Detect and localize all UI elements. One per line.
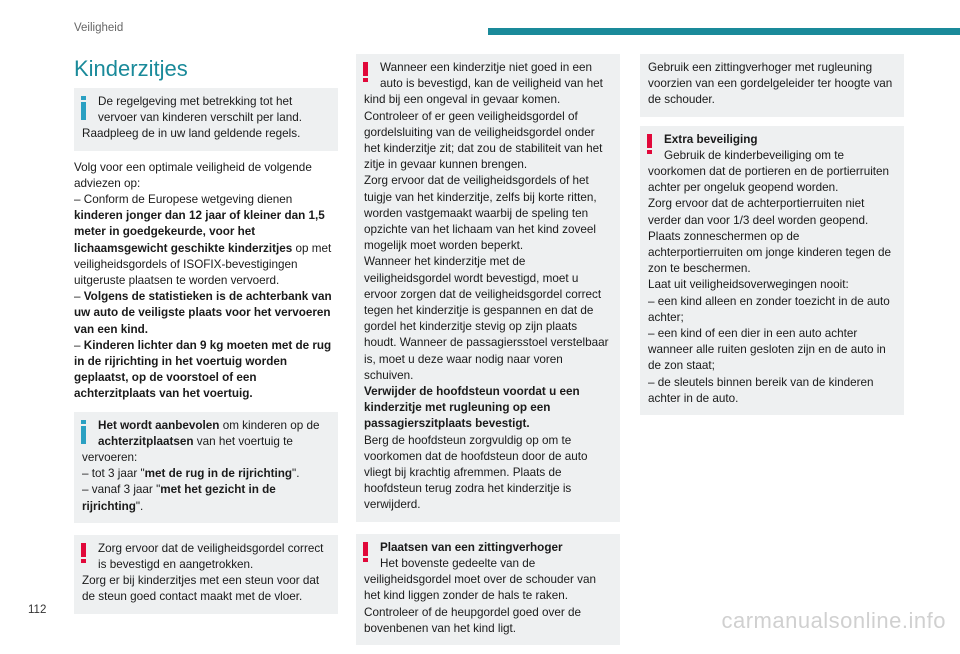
warning-box-installation (356, 54, 620, 522)
box-paragraph: Verwijder de hoofdsteun voordat u een kinderzitje met rugleuning op een passagierszitplaats bevestigt. (364, 385, 580, 431)
box-heading: Extra beveiliging (664, 132, 758, 146)
warning-icon (362, 542, 370, 562)
list-item: – een kind of een dier in een auto achter wanneer alle ruiten gesloten zijn en de auto in de zon staat; (648, 327, 886, 373)
header-accent-bar (488, 28, 960, 35)
box-line: vervoer van kinderen verschilt per land. (98, 111, 302, 125)
list-item: – vanaf 3 jaar "met het gezicht in de rijrichting". (82, 483, 276, 513)
warning-icon (80, 543, 88, 563)
box-paragraph: Wanneer het kinderzitje met de veiligheidsgordel wordt bevestigd, moet u ervoor zorgen dat de veiligheidsgordel correct tegen het kinderzitje is gespannen en dat de gordel het kinderzitje stevig op zijn plaats houdt. Wanneer de passagiersstoel verstelbaar is, moet u deze waar nodig naar voren schuiven. (364, 255, 609, 382)
box-line: Het bovenste gedeelte van de (380, 556, 536, 570)
box-paragraph: Zorg ervoor dat de veiligheidsgordels of het tuigje van het kinderzitje, zelfs bij korte ritten, worden vastgemaakt waarbij de speling ten opzichte van het lichaam van het kind zoveel mogelijk moet worden beperkt. (364, 174, 597, 253)
warning-icon (646, 134, 654, 154)
box-paragraph: Plaats zonneschermen op de achterportierruiten om jonge kinderen tegen de zon te beschermen. (648, 229, 891, 276)
box-line: auto is bevestigd, kan de veiligheid van het (380, 77, 603, 91)
list-item: – tot 3 jaar "met de rug in de rijrichting". (82, 467, 300, 481)
box-line: De regelgeving met betrekking tot het (98, 95, 293, 108)
box-paragraph: Gebruik een zittingverhoger met rugleuning voorzien van een gordelgeleider ter hoogte van de schouder. (648, 61, 893, 107)
column-1 (74, 88, 338, 623)
box-paragraph: veiligheidsgordel moet over de schouder van het kind liggen zonder de hals te raken. (364, 573, 596, 603)
box-line: Zorg ervoor dat de veiligheidsgordel correct (98, 541, 324, 555)
info-box-regulations (74, 88, 338, 151)
bullet-item: – Volgens de statistieken is de achterbank van uw auto de veiligste plaats voor het vervoeren van een kind. (74, 290, 332, 336)
column-2 (356, 54, 620, 654)
box-paragraph: voorkomen dat de portieren en de portierruiten achter per ongeluk geopend worden. (648, 165, 890, 195)
warning-box-booster (356, 534, 620, 645)
box-paragraph: Controleer of de heupgordel goed over de bovenbenen van het kind ligt. (364, 605, 582, 635)
box-line: vervoeren: (82, 451, 138, 465)
warning-box-seatbelt (74, 535, 338, 614)
page-number: 112 (28, 604, 47, 616)
section-title: Veiligheid (74, 22, 124, 34)
intro-text: Volg voor een optimale veiligheid de volgende adviezen op: (74, 160, 312, 190)
list-item: – de sleutels binnen bereik van de kinderen achter in de auto. (648, 375, 874, 405)
warning-box-extra-security (640, 126, 904, 415)
box-line: achterzitplaatsen van het voertuig te (98, 434, 293, 448)
box-paragraph: kind bij een ongeval in gevaar komen. (364, 93, 561, 107)
list-item: – een kind alleen en zonder toezicht in de auto achter; (648, 294, 890, 324)
warning-icon (362, 62, 370, 82)
info-icon (81, 420, 86, 444)
page-title: Kinderzitjes (74, 56, 188, 81)
box-paragraph: Laat uit veiligheidsoverwegingen nooit: (648, 278, 849, 292)
box-line: Wanneer een kinderzitje niet goed in een (380, 61, 593, 74)
bullet-item: – Conform de Europese wetgeving dienen kinderen jonger dan 12 jaar of kleiner dan 1,5 meter in goedgekeurde, voor het lichaamsgewicht geschikte kinderzitjes op met veiligheidsgordels of ISOFIX-bevestigingen uitgeruste plaatsen te worden vervoerd. (74, 193, 332, 288)
column-3 (640, 54, 904, 424)
box-line: is bevestigd en aangetrokken. (98, 558, 254, 572)
box-heading: Plaatsen van een zittingverhoger (380, 540, 563, 554)
watermark: carmanualsonline.info (721, 608, 946, 633)
box-line: Het wordt aanbevolen om kinderen op de (98, 418, 320, 432)
info-icon (81, 96, 86, 120)
box-line: Zorg er bij kinderzitjes met een steun voor dat de steun goed contact maakt met de vloer. (82, 574, 320, 604)
note-box-booster-backrest (640, 54, 904, 117)
box-paragraph: Zorg ervoor dat de achterportierruiten niet verder dan voor 1/3 deel worden geopend. (648, 197, 869, 227)
box-line: Gebruik de kinderbeveiliging om te (664, 148, 844, 162)
bullet-item: – Kinderen lichter dan 9 kg moeten met de rug in de rijrichting in het voertuig worden geplaatst, op de voorstoel of een achterzitplaats van het voertuig. (74, 338, 332, 401)
box-paragraph: Berg de hoofdsteun zorgvuldig op om te voorkomen dat de hoofdsteun door de auto vliegt bij krachtig afremmen. Plaats de hoofdsteun terug zodra het kinderzitje is verwijderd. (364, 433, 588, 512)
box-paragraph: Controleer of er geen veiligheidsgordel of gordelsluiting van de veiligheidsgordel onder het kinderzitje zit; dat zou de stabiliteit van het zitje in gevaar kunnen brengen. (364, 109, 603, 172)
box-line: Raadpleeg de in uw land geldende regels. (82, 127, 301, 141)
info-box-recommended (74, 412, 338, 523)
